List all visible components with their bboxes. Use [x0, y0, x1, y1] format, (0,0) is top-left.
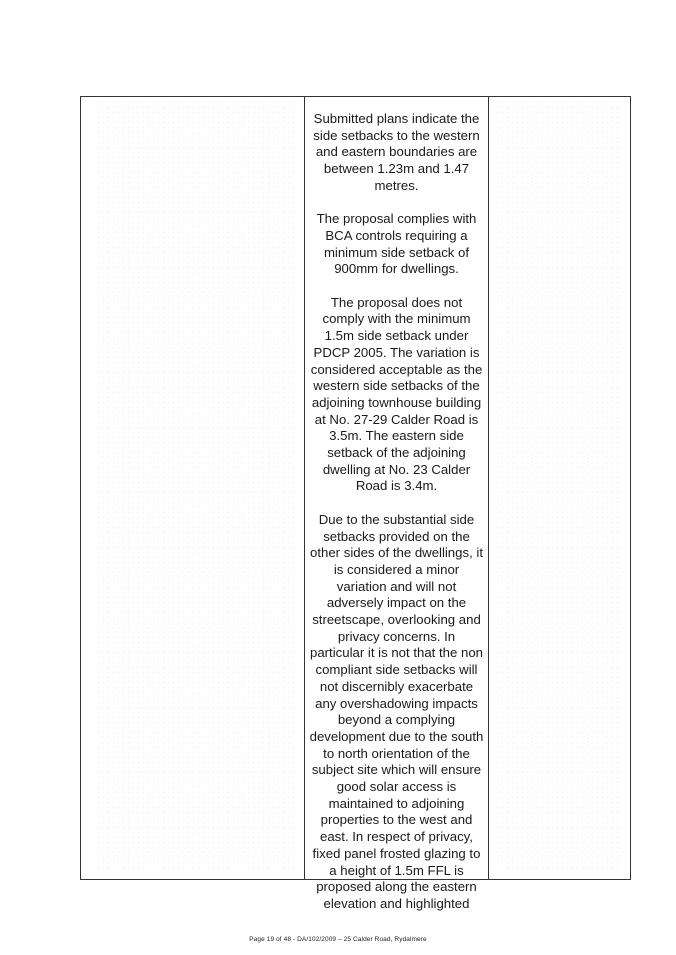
- table-cell-middle: [305, 97, 489, 911]
- table-cell-left: [81, 97, 305, 880]
- paragraph-impact: Due to the substantial side setbacks provided on the other sides of the dwellings, it is considered a minor variation and will not adversely impact on the streetscape, overlooking and privacy concerns. In particular it is not that the non compliant side setbacks will not discernibly exacerbate any overshadowing impacts beyond a complying development due to the south to north orientation of the subject site which will ensure good solar access is maintained to adjoining properties to the west and east. In respect of privacy, fixed panel frosted glazing to a height of 1.5m FFL is proposed along the eastern elevation and highlighted: [309, 511, 484, 911]
- table-row: [81, 97, 631, 880]
- page-footer: Page 19 of 48 - DA/102/2009 – 25 Calder Road, Rydalmere: [249, 936, 427, 943]
- paragraph-pdcp: The proposal does not comply with the minimum 1.5m side setback under PDCP 2005. The variation is considered acceptable as the western side setbacks of the adjoining townhouse building at No. 27-29 Calder Road is 3.5m. The eastern side setback of the adjoining dwelling at No. 23 Calder Road is 3.4m.: [310, 294, 483, 494]
- compliance-table: [80, 96, 631, 911]
- paragraph-bca: The proposal complies with BCA controls requiring a minimum side setback of 900mm for dwellings.: [316, 211, 477, 277]
- assessment-text: [305, 97, 488, 911]
- table-cell-right: [489, 97, 631, 880]
- paragraph-setbacks: Submitted plans indicate the side setbacks to the western and eastern boundaries are between 1.23m and 1.47 metres.: [313, 111, 480, 193]
